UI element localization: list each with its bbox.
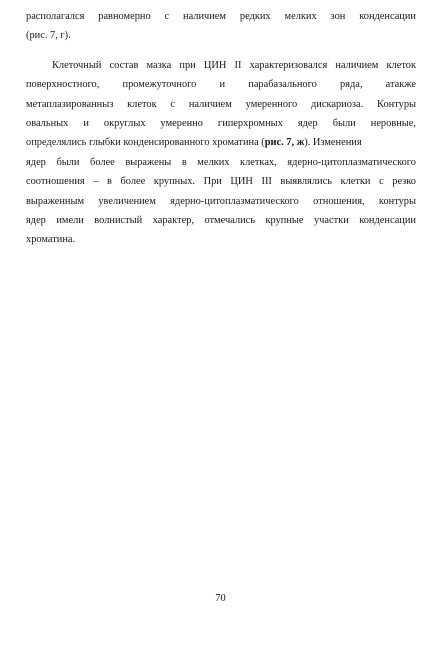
text-line: Клеточный состав мазка при ЦИН II характеризовался наличием клеток (52, 59, 416, 71)
paragraph-2 (26, 56, 416, 250)
text-fragment: ). Изменения (304, 137, 362, 149)
text-fragment: определялись глыбки конденсированного хроматина ( (26, 137, 265, 149)
text-line: хроматина. (26, 234, 76, 246)
page-number: 70 (215, 593, 226, 604)
document-page (26, 7, 416, 250)
text-line: поверхностного, промежуточного и парабазального ряда, атакже (26, 79, 416, 91)
text-line: (рис. 7, г). (26, 30, 71, 42)
text-line: соотношения – в более крупных. При ЦИН III выявлялись клетки с резко (26, 176, 416, 188)
figure-reference: рис. 7, ж (264, 137, 305, 149)
paragraph-1 (26, 7, 416, 46)
text-line: выраженным увеличением ядерно-цитоплазматического отношения, контуры (26, 195, 416, 207)
text-line: овальных и округлых умеренно гиперхромных ядер были неровные, (26, 117, 416, 129)
text-line-with-figure-ref (26, 133, 416, 152)
text-line: ядер были более выражены в мелких клетках, ядерно-цитоплазматического (26, 156, 416, 168)
text-line: ядер имели волнистый характер, отмечались крупные участки конденсации (26, 214, 416, 226)
paragraph-gap (26, 46, 416, 56)
text-line: метаплазированныз клеток с наличием умеренного дискариоза. Контуры (26, 98, 416, 110)
text-line: располагался равномерно с наличием редких мелких зон конденсации (26, 11, 416, 22)
